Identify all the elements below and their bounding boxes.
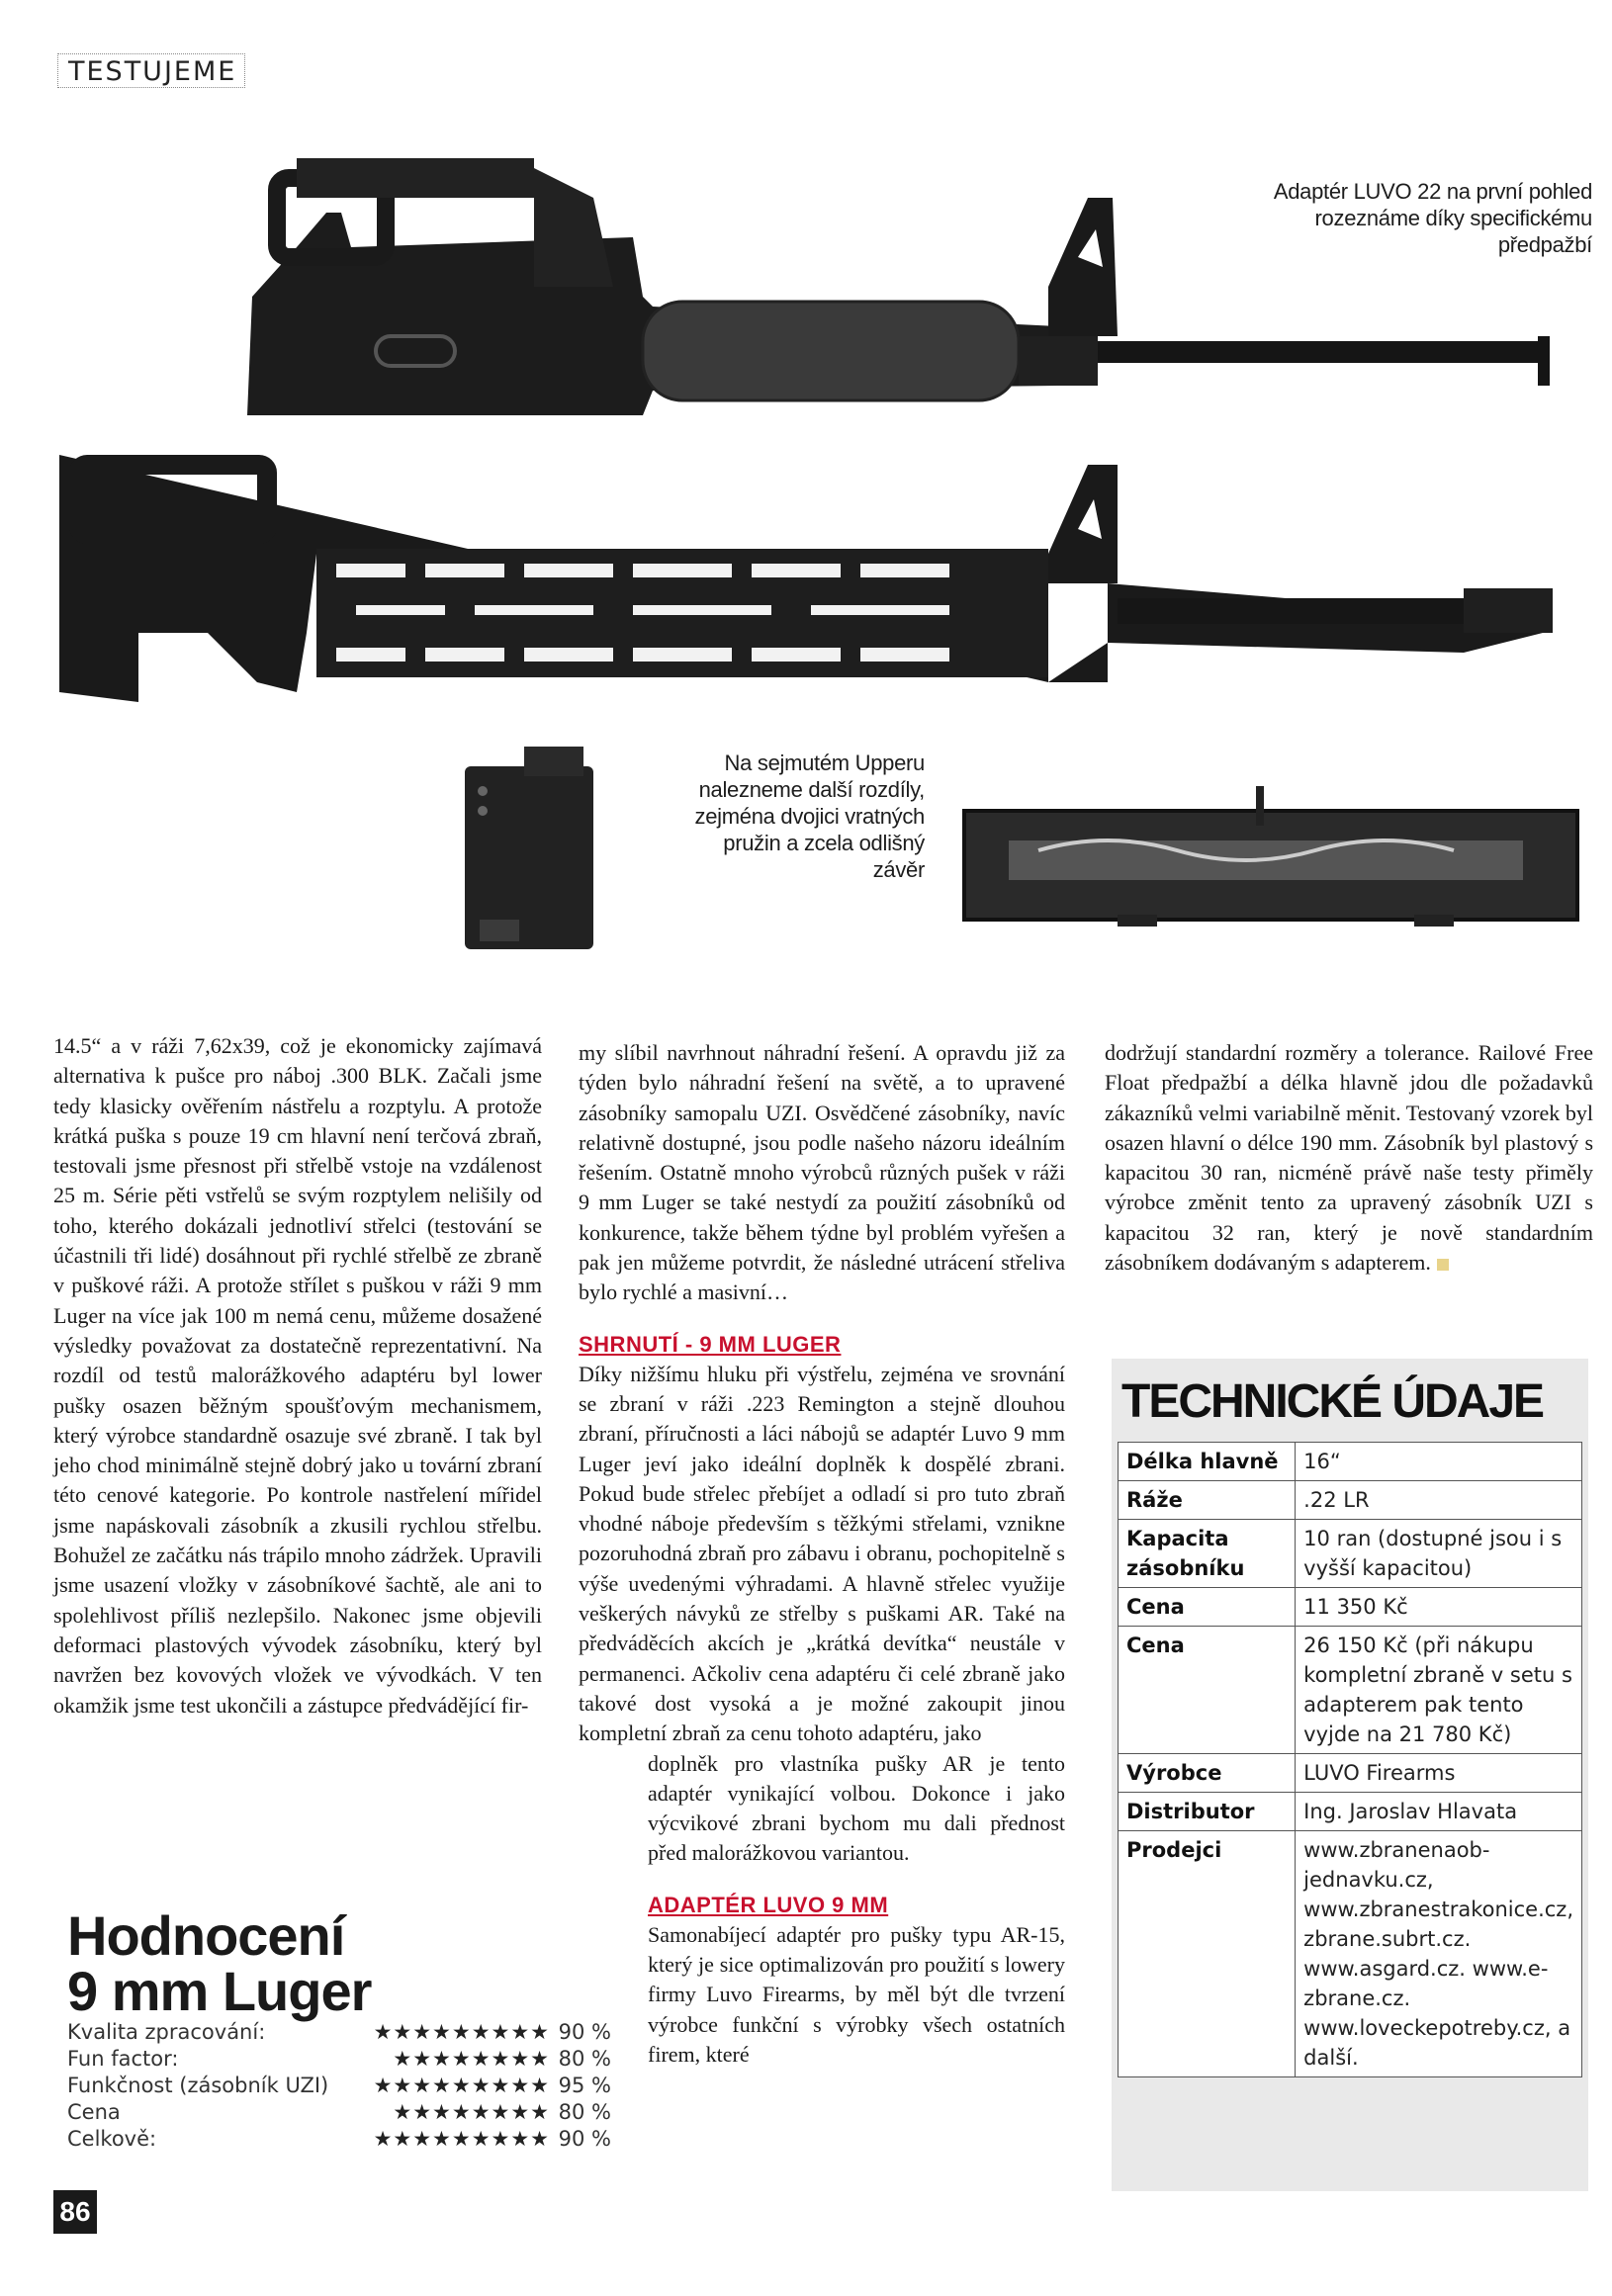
rating-label: Celkově: [67, 2127, 157, 2151]
table-row [1119, 1793, 1582, 1831]
spec-key: Cena [1119, 1588, 1296, 1627]
paragraph: my slíbil navrhnout náhradní řešení. A opravdu již za týden bylo náhradní řešení na světě, a to upravené zásobníky samopalu UZI. Osvědčené zásobníky, navíc relativně dostupné, jsou podle našeho názoru ideálním řešením. Ostatně mnoho výrobců různých pušek v ráži 9 mm Luger se také nestydí za použití zásobníků od konkurence, takže během týdne byl problém vyřešen a pak jen můžeme potvrdit, že následné utrácení střeliva bylo rychlé a masivní… [579, 1040, 1065, 1305]
spec-key: Prodejci [1119, 1831, 1296, 2077]
technical-data-box [1112, 1359, 1588, 2191]
rating-title: Hodnocení [67, 1904, 345, 1967]
spec-value: .22 LR [1296, 1481, 1582, 1520]
article-column-1 [53, 1031, 542, 1721]
section-heading-adapter: ADAPTÉR LUVO 9 MM [648, 1892, 889, 1917]
paragraph: dodržují standardní rozměry a tolerance. Railové Free Float předpažbí a délka hlavně jdou dle požadavků zákazníků velmi variabilně měnit. Testovaný vzorek byl osazen hlavní o délce 190 mm. Zásobník byl plastový s kapacitou 30 ran, nicméně právě naše testy přiměly výrobce změnit tento za upravený zásobník UZI s kapacitou 32 ran, který je nově standardním zásobníkem dodávaným s adapterem. [1105, 1040, 1593, 1276]
rating-percent: 80 % [558, 2100, 611, 2124]
spec-key: Výrobce [1119, 1754, 1296, 1793]
technical-data-title: TECHNICKÉ ÚDAJE [1121, 1375, 1544, 1428]
rating-percent: 90 % [558, 2127, 611, 2151]
paragraph: 14.5“ a v ráži 7,62x39, což je ekonomicky zajímavá alternativa k pušce pro náboj .300 BLK. Začali jsme tedy klasicky ověřením nástřelu a rozptylu. A protože krátká puška s pouze 19 cm hlavní není terčová zbraň, testovali jsme přesnost při střelbě vstoje na vzdálenost 25 m. Série pěti vstřelů se svým rozptylem nelišily od toho, kterého dokázali jednotliví střelci (testování se účastnili tři lidé) dosáhnout při rychlé střelbě ze zbraně v puškové ráži. A protože střílet s puškou v ráži 9 mm Luger na více jak 100 m nemá cenu, můžeme dosažené výsledky považovat za dostatečně reprezentativní. Na rozdíl od testů malorážkového adaptéru byl lower pušky osazen běžným spoušťovým mechanismem, který výrobce standardně osazuje své zbraně. I tak byl jeho chod minimálně stejně dobrý jako u tovární zbraní této cenové kategorie. Po kontrole nastřelení mířidel jsme napáskovali zásobník a zkusili rychlou střelbu. Bohužel ze začátku nás trápilo mnoho zádržek. Upravili jsme usazení vložky v zásobníkové šachtě, ale ani to spolehlivost příliš nezlepšilo. Nakonec jsme objevili deformaci plastových vývodek zásobníku, který byl navržen bez kovových vložek ve vývodkách. V ten okamžik jsme test ukončili a zástupce předvádějící fir- [53, 1033, 542, 1718]
rating-label: Kvalita zpracování: [67, 2020, 266, 2044]
rifle-photo-2 [59, 455, 1553, 702]
table-row [1119, 1481, 1582, 1520]
spec-key: Cena [1119, 1627, 1296, 1754]
spec-value: 16“ [1296, 1443, 1582, 1481]
spec-value: Ing. Jaroslav Hlavata [1296, 1793, 1582, 1831]
table-row [1119, 1520, 1582, 1588]
rating-stars: ★★★★★★★★ [393, 2047, 550, 2071]
rating-row [67, 2126, 611, 2153]
table-row [1119, 1627, 1582, 1754]
page-number: 86 [53, 2190, 97, 2234]
technical-data-table [1118, 1442, 1582, 2077]
spec-value: LUVO Firearms [1296, 1754, 1582, 1793]
section-label: TESTUJEME [57, 53, 245, 88]
article-column-3 [1105, 1038, 1593, 1278]
rating-row [67, 2099, 611, 2126]
rating-label: Cena [67, 2100, 121, 2124]
spec-value: 11 350 Kč [1296, 1588, 1582, 1627]
caption-adapter: Adaptér LUVO 22 na první pohled rozeznáme díky specifickému předpažbí [1273, 179, 1592, 257]
rating-percent: 80 % [558, 2047, 611, 2071]
spec-value: 10 ran (dostupné jsou i s vyšší kapacitou) [1296, 1520, 1582, 1588]
spec-value: 26 150 Kč (při nákupu kompletní zbraně v setu s adapterem pak tento vyjde na 21 780 Kč) [1296, 1627, 1582, 1754]
rating-stars: ★★★★★★★★★ [373, 2127, 550, 2151]
rating-percent: 90 % [558, 2020, 611, 2044]
rating-stars: ★★★★★★★★★ [373, 2020, 550, 2044]
rating-label: Fun factor: [67, 2047, 179, 2071]
rating-label: Funkčnost (zásobník UZI) [67, 2074, 329, 2097]
section-heading-summary: SHRNUTÍ - 9 MM LUGER [579, 1331, 842, 1357]
rating-box [67, 1904, 611, 2153]
rating-stars: ★★★★★★★★ [393, 2100, 550, 2124]
spec-key: Kapacita zásobníku [1119, 1520, 1296, 1588]
table-row [1119, 1831, 1582, 2077]
paragraph: Samonabíjecí adaptér pro pušky typu AR-15, který je sice optimalizován pro použití s lowery firmy Luvo Firearms, by měl být dle tvrzení výrobce funkční s výrobky všech ostatních firem, které [648, 1921, 1065, 2067]
spec-key: Ráže [1119, 1481, 1296, 1520]
rating-stars: ★★★★★★★★★ [373, 2074, 550, 2097]
disassembled-upper-photo [964, 786, 1577, 927]
end-of-article-mark [1437, 1259, 1449, 1271]
table-row [1119, 1754, 1582, 1793]
rating-row [67, 2073, 611, 2099]
rating-subtitle: 9 mm Luger [67, 1960, 372, 2022]
spec-key: Délka hlavně [1119, 1443, 1296, 1481]
rating-row [67, 2046, 611, 2073]
rating-row [67, 2019, 611, 2046]
paragraph: doplněk pro vlastníka pušky AR je tento adaptér vynikající volbou. Dokonce i jako výcvikové zbrani bychom mu dali přednost před malorážkovou variantou. [648, 1750, 1065, 1866]
caption-upper: Na sejmutém Upperu nalezneme další rozdíly, zejména dvojici vratných pružin a zcela odlišný závěr [694, 751, 925, 882]
spec-value: www.zbranenaobjednavku.cz, www.zbranestrakonice.cz, zbrane.subrt.cz. www.asgard.cz. www.e-zbrane.cz. www.loveckepotreby.cz, a další. [1296, 1831, 1582, 2077]
spec-key: Distributor [1119, 1793, 1296, 1831]
paragraph: Díky nižšímu hluku při výstřelu, zejména ve srovnání se zbraní v ráži .223 Remington a stejně dlouhou zbraní, příručnosti a láci nábojů se adaptér Luvo 9 mm Luger jeví jako ideální doplněk k dospělé zbrani. Pokud bude střelec přebíjet a odladí si pro tuto zbraň vhodné náboje především s těžkými střelami, vznikne pozoruhodná zbraň pro zábavu i obranu, pochopitelně s výše uvedenými výhradami. A hlavně střelec využije veškerých návyků ze střelby s puškami AR. Také na předváděcích akcích je „krátká devítka“ neustále v permanenci. Ačkoliv cena adaptéru či celé zbraně jako takové dost vysoká a je možné zakoupit jinou kompletní zbraň za cenu tohoto adaptéru, jako [579, 1361, 1065, 1746]
table-row [1119, 1443, 1582, 1481]
article-column-2 [579, 1038, 1065, 2070]
magazine-adapter-photo [465, 747, 593, 949]
rating-percent: 95 % [558, 2074, 611, 2097]
table-row [1119, 1588, 1582, 1627]
